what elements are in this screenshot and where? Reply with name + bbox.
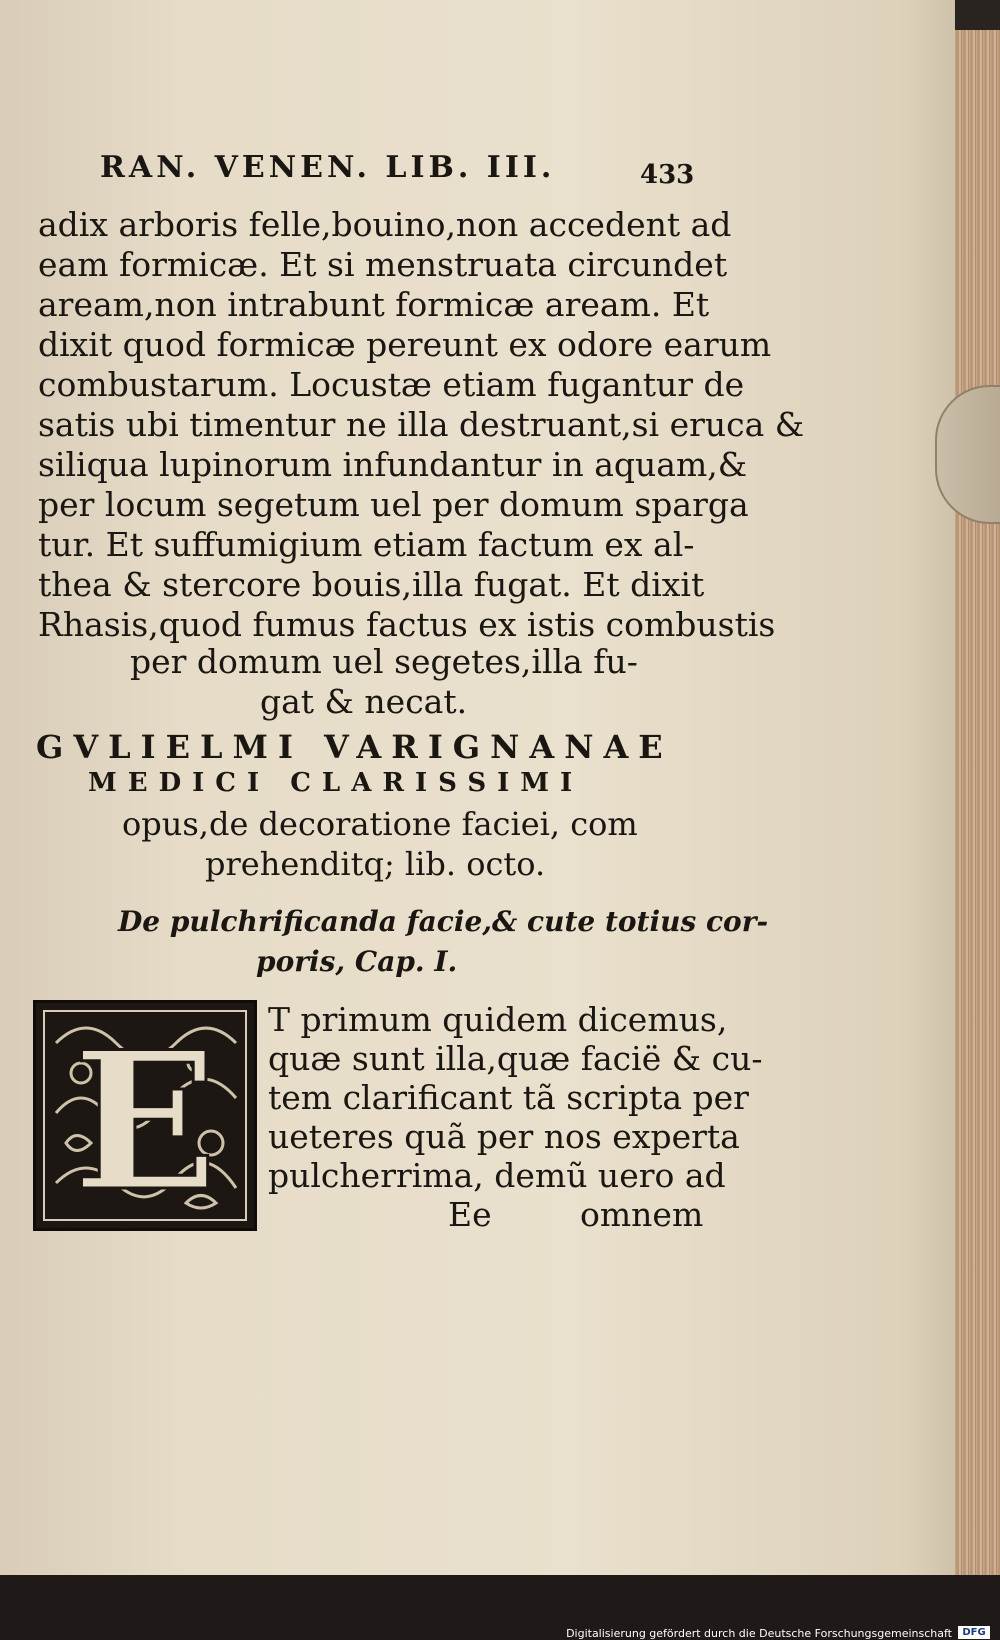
body-line: pulcherrima, demũ uero ad	[268, 1156, 726, 1195]
folio-number: 433	[640, 160, 695, 190]
title-work-cont: prehenditq; lib. octo.	[205, 845, 546, 883]
body-line: adix arboris felle,bouino,non accedent ad	[38, 205, 732, 244]
decorated-initial	[33, 1000, 257, 1231]
title-work: opus,de decoratione faciei, com	[122, 805, 638, 843]
running-head: RAN. VENEN. LIB. III.	[100, 150, 556, 185]
body-line: Rhasis,quod fumus factus ex istis combustis	[38, 605, 776, 644]
funding-credit: Digitalisierung gefördert durch die Deutsche Forschungsgemeinschaft	[566, 1627, 952, 1640]
chapter-heading-cont: poris, Cap. I.	[256, 945, 458, 978]
body-line: siliqua lupinorum infundantur in aquam,&	[38, 445, 748, 484]
body-line: aream,non intrabunt formicæ aream. Et	[38, 285, 710, 324]
body-line: satis ubi timentur ne illa destruant,si eruca &	[38, 405, 805, 444]
closing-line: gat & necat.	[260, 682, 468, 721]
body-line: combustarum. Locustæ etiam fugantur de	[38, 365, 745, 404]
title-epithet: MEDICI CLARISSIMI	[88, 768, 584, 798]
page-edges	[955, 30, 1000, 1575]
body-line: quæ sunt illa,quæ facië & cu-	[268, 1039, 763, 1078]
body-line: tur. Et suffumigium etiam factum ex al-	[38, 525, 695, 564]
initial-text	[268, 1000, 762, 1195]
chapter-heading: De pulchrificanda facie,& cute totius cor-	[118, 905, 769, 938]
body-line: T primum quidem dicemus,	[268, 1000, 728, 1039]
body-line: thea & stercore bouis,illa fugat. Et dixit	[38, 565, 705, 604]
title-author: GVLIELMI VARIGNANAE	[36, 728, 673, 766]
body-line: tem clarificant tã scripta per	[268, 1078, 749, 1117]
body-line: per locum segetum uel per domum sparga	[38, 485, 749, 524]
signature-mark: Ee	[448, 1195, 492, 1234]
body-line: eam formicæ. Et si menstruata circundet	[38, 245, 728, 284]
initial-letter: E	[72, 1010, 218, 1228]
ornament-icon	[36, 1003, 254, 1228]
body-line: ueteres quã per nos experta	[268, 1117, 740, 1156]
closing-line: per domum uel segetes,illa fu-	[130, 642, 638, 681]
body-text	[38, 205, 804, 645]
body-line: dixit quod formicæ pereunt ex odore earum	[38, 325, 772, 364]
dfg-logo: DFG	[958, 1626, 990, 1639]
catchword: omnem	[580, 1195, 704, 1234]
